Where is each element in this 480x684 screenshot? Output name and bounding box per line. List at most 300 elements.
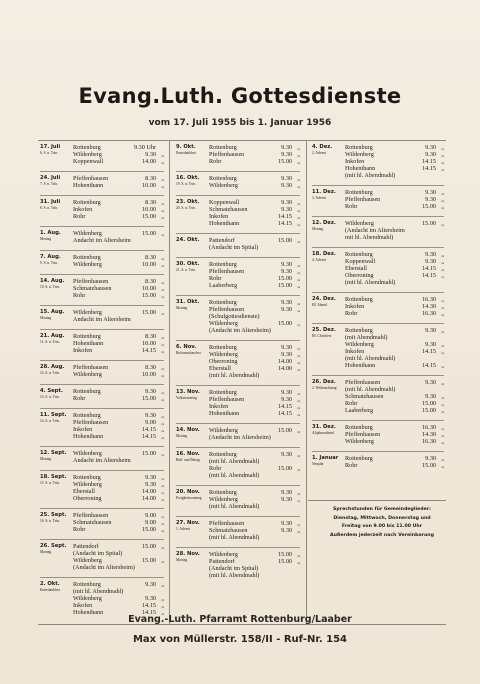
service-place: Rohr xyxy=(345,203,358,210)
service-place: Rottenburg xyxy=(345,189,373,196)
service-date xyxy=(40,474,72,485)
service-date-main: 9. Okt. xyxy=(176,144,196,150)
entry-separator xyxy=(40,539,164,540)
service-place: Rohr xyxy=(73,292,86,299)
ditto-mark: „ xyxy=(441,144,444,151)
service-time: 14.15 xyxy=(142,609,156,616)
service-place: Rottenburg xyxy=(345,296,373,303)
service-date-main: 27. Nov. xyxy=(176,520,200,526)
service-time: 15.00 xyxy=(142,543,156,550)
service-time: 9.30 xyxy=(145,388,156,395)
entry-separator xyxy=(176,295,300,296)
ditto-mark: „ xyxy=(297,389,300,396)
service-entry xyxy=(176,551,300,579)
service-time: 14.00 xyxy=(278,365,292,372)
service-line xyxy=(345,151,444,158)
ditto-mark: „ xyxy=(297,182,300,189)
service-time: 15.00 xyxy=(278,158,292,165)
ditto-mark: „ xyxy=(441,362,444,369)
service-place: Schmatzhausen xyxy=(345,393,384,400)
service-line xyxy=(345,258,444,265)
service-line xyxy=(345,386,444,393)
service-time: 9.30 xyxy=(145,412,156,419)
service-line xyxy=(345,310,444,317)
service-line xyxy=(73,151,164,158)
service-time: 14.15 xyxy=(142,347,156,354)
service-date-main: 13. Nov. xyxy=(176,389,200,395)
ditto-mark: „ xyxy=(161,199,164,206)
service-entry xyxy=(40,474,164,502)
entry-separator xyxy=(40,408,164,409)
service-place: Rohr xyxy=(345,310,358,317)
service-time: 9.30 xyxy=(281,175,292,182)
entry-separator xyxy=(40,446,164,447)
service-place: Andacht im Altersheim xyxy=(73,316,131,323)
ditto-mark: „ xyxy=(161,151,164,158)
service-time: 9.30 xyxy=(425,341,436,348)
service-lines xyxy=(73,278,164,299)
service-place: Rottenburg xyxy=(209,299,237,306)
service-line xyxy=(73,426,164,433)
service-place: Schmatzhausen xyxy=(209,206,248,213)
ditto-mark: „ xyxy=(161,158,164,165)
service-place: Rottenburg xyxy=(73,581,101,588)
ditto-mark: „ xyxy=(441,379,444,386)
service-entry xyxy=(176,199,300,227)
service-lines xyxy=(73,543,164,571)
service-date xyxy=(312,327,344,338)
service-line xyxy=(209,534,300,541)
schedule-column-2 xyxy=(176,144,300,585)
service-entry xyxy=(40,412,164,440)
service-line xyxy=(73,564,164,571)
service-lines xyxy=(73,364,164,378)
service-time: 15.00 xyxy=(422,203,436,210)
service-line xyxy=(209,313,300,320)
service-date-main: 4. Dez. xyxy=(312,144,333,150)
service-place: Pattendorf xyxy=(209,558,235,565)
service-date-main: 1. Januar xyxy=(312,455,339,461)
service-date-occasion: 10. S. n. Trin. xyxy=(40,285,60,289)
service-time: 9.00 xyxy=(145,519,156,526)
service-date-occasion: 21. S. n. Trin. xyxy=(176,268,196,272)
service-place: Pfeffenhausen xyxy=(345,196,381,203)
service-place: Inkofen xyxy=(345,303,365,310)
service-time: 9.30 xyxy=(145,595,156,602)
ditto-mark: „ xyxy=(297,206,300,213)
service-date-main: 12. Sept. xyxy=(40,450,67,456)
service-entry xyxy=(176,389,300,417)
service-line xyxy=(73,581,164,588)
service-line xyxy=(73,254,164,261)
service-time: 16.30 xyxy=(422,424,436,431)
service-entry xyxy=(40,175,164,189)
service-place: (Andacht im Altersheim) xyxy=(209,434,271,441)
service-line xyxy=(209,261,300,268)
service-line xyxy=(73,292,164,299)
service-place: Koppenwall xyxy=(345,258,376,265)
service-place: (Andacht im Altersheim) xyxy=(209,327,271,334)
service-date-main: 25. Sept. xyxy=(40,512,67,518)
service-lines xyxy=(73,309,164,323)
service-lines xyxy=(209,144,300,165)
service-line xyxy=(73,474,164,481)
service-entry xyxy=(312,144,444,179)
service-line xyxy=(345,303,444,310)
service-lines xyxy=(345,424,444,445)
service-line xyxy=(345,438,444,445)
service-date xyxy=(312,379,344,390)
service-line xyxy=(345,296,444,303)
service-time: 14.00 xyxy=(142,488,156,495)
service-entry xyxy=(176,489,300,510)
service-lines xyxy=(345,189,444,210)
service-time: 9.30 xyxy=(281,344,292,351)
service-place: Rohr xyxy=(345,462,358,469)
service-lines xyxy=(73,230,164,244)
entry-separator xyxy=(176,233,300,234)
service-place: Wildenberg xyxy=(209,427,238,434)
service-place: Rottenburg xyxy=(209,451,237,458)
office-hours-note xyxy=(316,506,448,540)
ditto-mark: „ xyxy=(297,365,300,372)
service-time: 10.00 xyxy=(142,206,156,213)
service-time: 10.00 xyxy=(142,261,156,268)
service-place: Rottenburg xyxy=(345,327,373,334)
service-time: 9.30 xyxy=(425,455,436,462)
ditto-mark: „ xyxy=(161,557,164,564)
service-time: 15.00 xyxy=(278,320,292,327)
service-date-occasion: 19. S. n. Trin. xyxy=(176,182,196,186)
service-lines xyxy=(209,389,300,417)
service-line xyxy=(73,519,164,526)
service-time: 9.30 xyxy=(281,389,292,396)
service-lines xyxy=(209,237,300,251)
service-line xyxy=(345,327,444,334)
service-date-occasion: Montag xyxy=(40,237,52,241)
service-place: Hohenthann xyxy=(345,165,376,172)
ditto-mark: „ xyxy=(441,341,444,348)
service-date-main: 28. Aug. xyxy=(40,364,65,370)
service-entry xyxy=(40,450,164,464)
service-entry xyxy=(40,144,164,165)
service-date xyxy=(176,427,208,438)
ditto-mark: „ xyxy=(441,265,444,272)
service-place: Schmatzhausen xyxy=(209,527,248,534)
service-date xyxy=(312,220,344,231)
service-place: Wildenberg xyxy=(209,351,238,358)
service-date-occasion: Buß- und Bettag xyxy=(176,458,200,462)
service-date-main: 18. Dez. xyxy=(312,251,336,257)
service-date xyxy=(176,144,208,155)
ditto-mark: „ xyxy=(297,496,300,503)
service-line xyxy=(73,158,164,165)
service-place: Wildenberg xyxy=(209,182,238,189)
service-place: Wildenberg xyxy=(73,151,102,158)
service-place: Pfeffenhausen xyxy=(345,431,381,438)
service-place: Inkofen xyxy=(73,347,93,354)
service-time: 14.15 xyxy=(142,433,156,440)
service-entry xyxy=(40,199,164,220)
service-time: 9.30 xyxy=(145,151,156,158)
service-date-main: 31. Juli xyxy=(40,199,61,205)
service-entry xyxy=(40,512,164,533)
service-date-main: 16. Okt. xyxy=(176,175,200,181)
ditto-mark: „ xyxy=(297,465,300,472)
service-date xyxy=(40,230,72,241)
service-line xyxy=(345,334,444,341)
service-place: Rottenburg xyxy=(73,199,101,206)
service-place: Eberstall xyxy=(73,488,95,495)
service-line xyxy=(209,206,300,213)
service-line xyxy=(73,433,164,440)
entry-separator xyxy=(176,447,300,448)
ditto-mark: „ xyxy=(161,595,164,602)
service-place: Pfeffenhausen xyxy=(73,364,109,371)
service-entry xyxy=(176,344,300,379)
service-time: 9.30 xyxy=(281,299,292,306)
service-lines xyxy=(73,333,164,354)
service-date xyxy=(176,489,208,500)
service-place: Rottenburg xyxy=(209,261,237,268)
service-date-occasion: 14. S. n. Trin. xyxy=(40,419,60,423)
entry-separator xyxy=(40,577,164,578)
service-date-occasion: Montag xyxy=(176,558,188,562)
entry-separator xyxy=(176,516,300,517)
service-line xyxy=(209,306,300,313)
service-date-main: 21. Aug. xyxy=(40,333,65,339)
parish-office-address: Max von Müllerstr. 158/II - Ruf-Nr. 154 xyxy=(132,634,348,645)
service-place: Laaberberg xyxy=(345,407,374,414)
service-place: Rohr xyxy=(73,213,86,220)
service-entry xyxy=(312,327,444,369)
entry-separator xyxy=(40,250,164,251)
service-line xyxy=(209,282,300,289)
service-place: (mit hl. Abendmahl) xyxy=(209,458,260,465)
service-place: Inkofen xyxy=(345,158,365,165)
service-line xyxy=(209,527,300,534)
service-date-main: 18. Sept. xyxy=(40,474,67,480)
service-lines xyxy=(209,520,300,541)
service-line xyxy=(209,244,300,251)
entry-separator xyxy=(312,323,444,324)
service-line xyxy=(73,495,164,502)
service-place: Pfeffenhausen xyxy=(209,306,245,313)
service-place: Rohr xyxy=(209,158,222,165)
entry-separator xyxy=(312,292,444,293)
service-place: Andacht im Altersheim xyxy=(73,457,131,464)
service-lines xyxy=(209,299,300,334)
ditto-mark: „ xyxy=(161,292,164,299)
service-lines xyxy=(73,512,164,533)
service-date-main: 28. Nov. xyxy=(176,551,200,557)
service-date-occasion: 2. Advent xyxy=(312,151,326,155)
service-place: Pfeffenhausen xyxy=(209,396,245,403)
table-top-rule xyxy=(38,140,446,141)
service-time: 9.30 Uhr xyxy=(134,144,156,151)
service-place: Rottenburg xyxy=(73,144,101,151)
service-entry xyxy=(176,237,300,251)
service-date-occasion: Montag xyxy=(40,550,52,554)
service-line xyxy=(345,158,444,165)
service-time: 15.00 xyxy=(142,450,156,457)
ditto-mark: „ xyxy=(161,474,164,481)
service-place: Rottenburg xyxy=(209,389,237,396)
service-date-occasion: Erntedankfest xyxy=(176,151,196,155)
service-place: (mit hl. Abendmahl) xyxy=(345,172,396,179)
service-time: 9.30 xyxy=(281,144,292,151)
service-time: 14.15 xyxy=(422,348,436,355)
service-line xyxy=(73,488,164,495)
service-line xyxy=(345,379,444,386)
ditto-mark: „ xyxy=(297,220,300,227)
ditto-mark: „ xyxy=(161,433,164,440)
ditto-mark: „ xyxy=(161,371,164,378)
service-line xyxy=(345,424,444,431)
service-line xyxy=(345,431,444,438)
service-time: 14.15 xyxy=(422,158,436,165)
entry-separator xyxy=(176,423,300,424)
service-entry xyxy=(40,309,164,323)
service-date-occasion: Altjahresabend xyxy=(312,431,334,435)
service-time: 9.30 xyxy=(281,451,292,458)
ditto-mark: „ xyxy=(161,261,164,268)
service-time: 9.30 xyxy=(281,489,292,496)
service-line xyxy=(73,419,164,426)
service-date-occasion: 3. Advent xyxy=(312,196,326,200)
service-line xyxy=(73,450,164,457)
service-place: Rohr xyxy=(209,275,222,282)
service-date xyxy=(40,512,72,523)
service-place: (mit hl. Abendmahl) xyxy=(209,372,260,379)
ditto-mark: „ xyxy=(161,213,164,220)
service-line xyxy=(345,272,444,279)
service-date-occasion: 11. S. n. Trin. xyxy=(40,340,60,344)
service-date xyxy=(40,199,72,210)
service-time: 10.00 xyxy=(142,371,156,378)
ditto-mark: „ xyxy=(297,144,300,151)
ditto-mark: „ xyxy=(297,213,300,220)
service-time: 14.15 xyxy=(278,410,292,417)
ditto-mark: „ xyxy=(297,403,300,410)
ditto-mark: „ xyxy=(441,310,444,317)
service-date xyxy=(40,543,72,554)
service-time: 9.00 xyxy=(145,512,156,519)
service-line xyxy=(73,543,164,550)
ditto-mark: „ xyxy=(161,230,164,237)
service-time: 9.30 xyxy=(425,258,436,265)
service-line xyxy=(73,526,164,533)
service-place: (mit hl. Abendmahl) xyxy=(209,472,260,479)
service-entry xyxy=(40,543,164,571)
service-time: 15.00 xyxy=(278,427,292,434)
service-time: 9.30 xyxy=(425,189,436,196)
service-date-main: 30. Okt. xyxy=(176,261,200,267)
entry-separator xyxy=(176,485,300,486)
service-line xyxy=(73,588,164,595)
ditto-mark: „ xyxy=(297,299,300,306)
ditto-mark: „ xyxy=(441,424,444,431)
service-line xyxy=(209,472,300,479)
service-entry xyxy=(312,220,444,241)
service-line xyxy=(209,465,300,472)
service-line xyxy=(73,388,164,395)
service-time: 16.30 xyxy=(422,310,436,317)
ditto-mark: „ xyxy=(161,182,164,189)
service-line xyxy=(345,400,444,407)
ditto-mark: „ xyxy=(161,412,164,419)
service-time: 9.30 xyxy=(281,527,292,534)
service-line xyxy=(345,251,444,258)
service-place: Rottenburg xyxy=(209,489,237,496)
entry-separator xyxy=(40,329,164,330)
service-place: (mit hl. Abendmahl) xyxy=(345,355,396,362)
service-line xyxy=(345,348,444,355)
service-place: Pfeffenhausen xyxy=(73,278,109,285)
service-time: 15.00 xyxy=(278,558,292,565)
service-date-main: 16. Nov. xyxy=(176,451,200,457)
ditto-mark: „ xyxy=(297,396,300,403)
service-date-occasion: 20. S. n. Trin. xyxy=(176,206,196,210)
service-line xyxy=(209,551,300,558)
service-time: 9.30 xyxy=(281,306,292,313)
service-line xyxy=(209,489,300,496)
service-time: 8.30 xyxy=(145,333,156,340)
ditto-mark: „ xyxy=(441,327,444,334)
ditto-mark: „ xyxy=(161,526,164,533)
ditto-mark: „ xyxy=(441,189,444,196)
service-time: 8.30 xyxy=(145,199,156,206)
ditto-mark: „ xyxy=(441,165,444,172)
service-line xyxy=(73,595,164,602)
service-lines xyxy=(345,144,444,179)
service-lines xyxy=(345,327,444,369)
service-time: 16.30 xyxy=(422,438,436,445)
service-line xyxy=(345,265,444,272)
office-hours-title: Sprechstunden für Gemeindeglieder: xyxy=(333,507,431,512)
service-date-occasion: 7. S. n. Trin. xyxy=(40,182,58,186)
service-place: (mit Abendmahl) xyxy=(345,334,388,341)
service-line xyxy=(209,175,300,182)
service-place: (Schulgottesdienste) xyxy=(209,313,260,320)
service-entry xyxy=(312,455,444,469)
ditto-mark: „ xyxy=(161,488,164,495)
service-line xyxy=(209,434,300,441)
service-line xyxy=(345,462,444,469)
service-date-main: 6. Nov. xyxy=(176,344,197,350)
ditto-mark: „ xyxy=(441,196,444,203)
service-lines xyxy=(73,581,164,616)
service-place: Wildenberg xyxy=(345,341,374,348)
service-line xyxy=(73,285,164,292)
service-place: (mit hl. Abendmahl) xyxy=(209,503,260,510)
service-place: Wildenberg xyxy=(73,230,102,237)
service-time: 14.15 xyxy=(422,362,436,369)
ditto-mark: „ xyxy=(297,489,300,496)
service-place: Wildenberg xyxy=(345,220,374,227)
service-time: 8.30 xyxy=(145,278,156,285)
service-line xyxy=(209,458,300,465)
service-place: Eberstall xyxy=(209,365,231,372)
ditto-mark: „ xyxy=(297,410,300,417)
service-date-main: 4. Sept. xyxy=(40,388,63,394)
service-time: 9.30 xyxy=(425,393,436,400)
service-line xyxy=(209,365,300,372)
ditto-mark: „ xyxy=(297,175,300,182)
service-date-occasion: 2. Weihnachtstag xyxy=(312,386,337,390)
service-time: 9.30 xyxy=(281,496,292,503)
service-place: Pfeffenhausen xyxy=(345,379,381,386)
